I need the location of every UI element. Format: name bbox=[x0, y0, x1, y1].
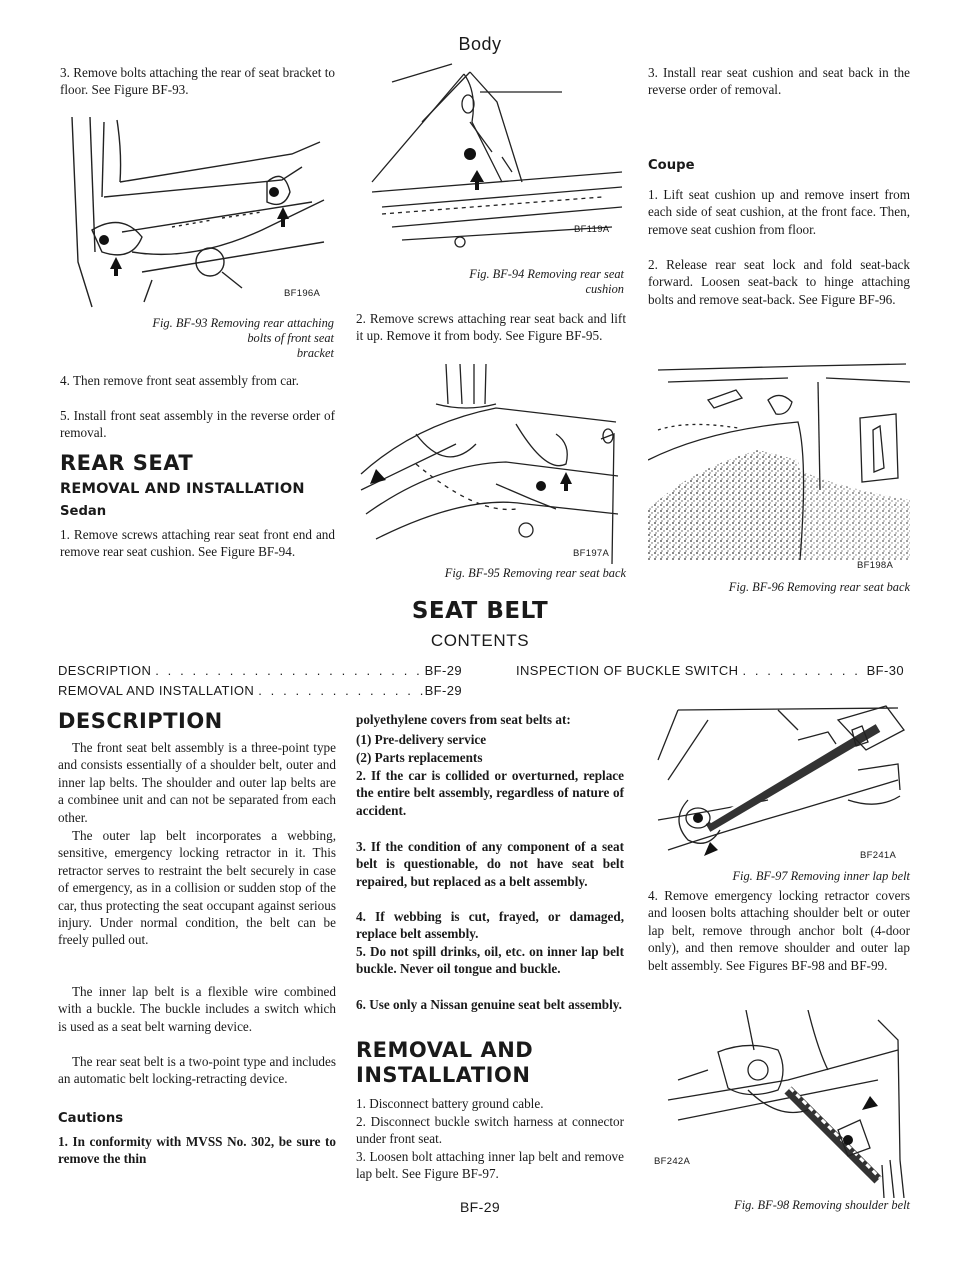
caution-item-4: 4. If webbing is cut, frayed, or damaged, replace belt assembly. bbox=[356, 909, 624, 942]
cautions-intro: polyethylene covers from seat belts at: bbox=[356, 712, 571, 727]
toc-leader-dots bbox=[738, 663, 866, 678]
fig-bf-96-caption: Fig. BF-96 Removing rear seat back bbox=[728, 580, 910, 594]
figure-bf-95 bbox=[356, 364, 628, 564]
rear-seat-cushion-illustration bbox=[352, 62, 628, 276]
caution-item-2: 2. If the car is collided or overturned, replace the entire belt assembly, regardless of nature of accident. bbox=[356, 768, 624, 818]
caution-item-3: 3. If the condition of any component of a seat belt is questionable, do not have seat belt repaired, but replaced as a belt assembly. bbox=[356, 839, 624, 889]
fig-bf-93-tag: BF196A bbox=[284, 288, 321, 299]
contents-heading: CONTENTS bbox=[430, 631, 530, 650]
figure-bf-94 bbox=[352, 62, 628, 276]
figure-bf-98 bbox=[648, 1010, 910, 1198]
fig-bf-93-caption-line-3: bracket bbox=[296, 346, 334, 360]
toc-entry-page: BF-29 bbox=[424, 663, 462, 678]
sedan-heading: Sedan bbox=[60, 504, 107, 519]
shoulder-belt-illustration bbox=[648, 1010, 910, 1198]
seat-belt-title: SEAT BELT bbox=[411, 598, 549, 624]
caution-item-1b: (2) Parts replacements bbox=[356, 750, 483, 765]
fig-bf-94-caption-line-1: Fig. BF-94 Removing rear seat bbox=[469, 267, 624, 281]
sedan-step-2: 2. Remove screws attaching rear seat back and lift it up. Remove it from body. See Figure BF-95. bbox=[356, 311, 626, 344]
fig-bf-93-caption-line-1: Fig. BF-93 Removing rear attaching bbox=[152, 316, 334, 330]
coupe-step-1: 1. Lift seat cushion up and remove insert from each side of seat cushion, at the front face. Then, remove seat cushion from floor. bbox=[648, 187, 910, 237]
fig-bf-96-tag: BF198A bbox=[857, 560, 894, 571]
description-para-3: The inner lap belt is a flexible wire combined with a buckle. The buckle includes a switch which is used as a seat belt warning device. bbox=[58, 984, 336, 1034]
toc-entry-label: INSPECTION OF BUCKLE SWITCH bbox=[516, 663, 739, 678]
toc-entry-label: REMOVAL AND INSTALLATION bbox=[58, 683, 255, 698]
inner-lap-belt-illustration bbox=[648, 700, 910, 870]
figure-bf-93 bbox=[62, 112, 334, 314]
cautions-heading: Cautions bbox=[58, 1111, 124, 1126]
rear-seat-back-illustration bbox=[356, 364, 628, 564]
removal-step-1: 1. Disconnect battery ground cable. bbox=[356, 1096, 544, 1111]
removal-step-4: 4. Remove emergency locking retractor covers and loosen bolts attaching shoulder belt or outer lap belt, remove through anchor bolt (4-door only), and then remove shoulder and outer lap belt assembly. See Figures BF-98 and BF-99. bbox=[648, 888, 910, 973]
coupe-seat-back-illustration bbox=[648, 360, 910, 576]
toc-entry-inspection-buckle-switch[interactable] bbox=[516, 663, 904, 678]
removal-step-3: 3. Loosen bolt attaching inner lap belt and remove lap belt. See Figure BF-97. bbox=[356, 1149, 624, 1182]
fig-bf-94-caption-line-2: cushion bbox=[585, 282, 624, 296]
figure-bf-96 bbox=[648, 360, 910, 576]
toc-entry-label: DESCRIPTION bbox=[58, 663, 152, 678]
toc-entry-removal-installation[interactable] bbox=[58, 683, 462, 698]
fig-bf-95-caption: Fig. BF-95 Removing rear seat back bbox=[444, 566, 626, 580]
fig-bf-93-caption-line-2: bolts of front seat bbox=[247, 331, 334, 345]
page-number: BF-29 bbox=[459, 1199, 501, 1215]
fig-bf-95-tag: BF197A bbox=[573, 548, 610, 559]
toc-leader-dots bbox=[254, 683, 424, 698]
caution-item-6: 6. Use only a Nissan genuine seat belt assembly. bbox=[356, 997, 622, 1012]
fig-bf-97-caption: Fig. BF-97 Removing inner lap belt bbox=[732, 869, 910, 883]
fig-bf-98-tag: BF242A bbox=[654, 1156, 691, 1167]
front-seat-step-3: 3. Remove bolts attaching the rear of seat bracket to floor. See Figure BF-93. bbox=[60, 65, 335, 98]
coupe-heading: Coupe bbox=[648, 158, 695, 173]
toc-entry-page: BF-30 bbox=[866, 663, 904, 678]
removal-installation-heading: REMOVAL AND INSTALLATION bbox=[60, 481, 305, 497]
sedan-step-1: 1. Remove screws attaching rear seat front end and remove rear seat cushion. See Figure BF-94. bbox=[60, 527, 335, 560]
removal-step-2: 2. Disconnect buckle switch harness at connector under front seat. bbox=[356, 1114, 624, 1147]
removal-installation-title-line-2: INSTALLATION bbox=[356, 1063, 531, 1087]
description-heading: DESCRIPTION bbox=[58, 709, 223, 733]
fig-bf-94-tag: BF119A bbox=[574, 224, 610, 235]
fig-bf-97-tag: BF241A bbox=[860, 850, 897, 861]
caution-item-1: 1. In conformity with MVSS No. 302, be sure to remove the thin bbox=[58, 1134, 336, 1167]
front-seat-step-5: 5. Install front seat assembly in the reverse order of removal. bbox=[60, 408, 335, 441]
toc-leader-dots bbox=[151, 663, 424, 678]
rear-seat-heading: REAR SEAT bbox=[60, 451, 194, 475]
description-para-4: The rear seat belt is a two-point type and includes an automatic belt locking-retracting device. bbox=[58, 1054, 336, 1087]
coupe-step-2: 2. Release rear seat lock and fold seat-back forward. Loosen seat-back to hinge attaching bolts and remove seat-back. See Figure BF-96. bbox=[648, 257, 910, 307]
toc-entry-page: BF-29 bbox=[424, 683, 462, 698]
toc-entry-description[interactable] bbox=[58, 663, 462, 678]
seat-bracket-illustration bbox=[62, 112, 334, 314]
removal-installation-title-line-1: REMOVAL AND bbox=[356, 1038, 534, 1062]
description-para-1: The front seat belt assembly is a three-point type and consists essentially of a shoulder belt, outer and inner lap belts. The shoulder and outer lap belts are a combinee unit and can not be separated from each other. bbox=[58, 740, 336, 825]
caution-item-5: 5. Do not spill drinks, oil, etc. on inner lap belt buckle. Never oil tongue and buckle. bbox=[356, 944, 624, 977]
sedan-step-3: 3. Install rear seat cushion and seat back in the reverse order of removal. bbox=[648, 65, 910, 98]
fig-bf-98-caption: Fig. BF-98 Removing shoulder belt bbox=[734, 1198, 910, 1212]
figure-bf-97 bbox=[648, 700, 910, 870]
front-seat-step-4: 4. Then remove front seat assembly from car. bbox=[60, 373, 299, 388]
page-header-title: Body bbox=[458, 34, 502, 54]
caution-item-1a: (1) Pre-delivery service bbox=[356, 732, 487, 747]
description-para-2: The outer lap belt incorporates a webbing, sensitive, emergency locking retractor in it. This retractor serves to restraint the belt securely in case of emergency, as in a collision or sudden stop of the car, thus protecting the seat occupant against serious injury. Under normal condition, the belt can be freely pulled out. bbox=[58, 828, 336, 948]
